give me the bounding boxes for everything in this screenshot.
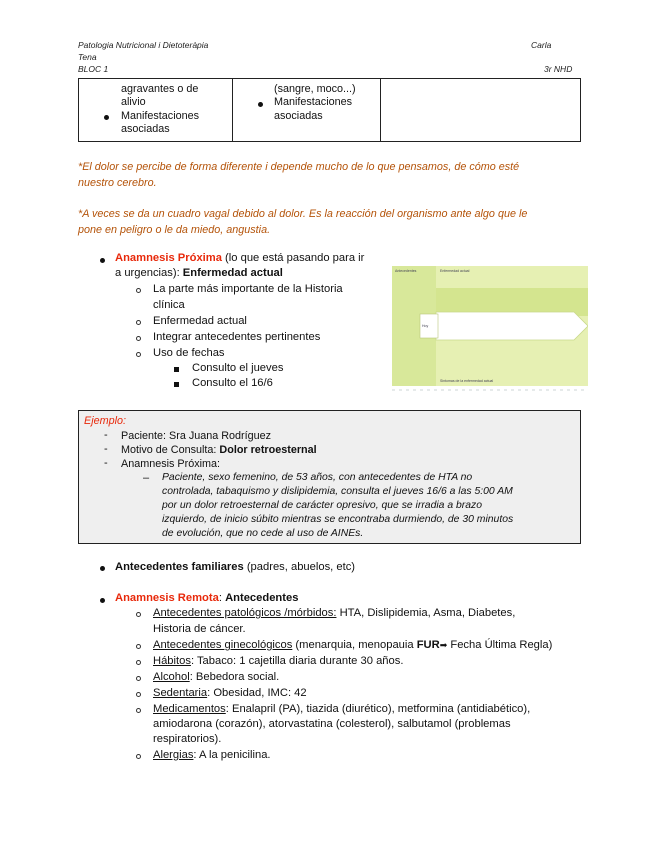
habitos-label: Hábitos <box>153 655 191 667</box>
familiares-bold: Antecedentes familiares <box>115 561 244 573</box>
proxima-title: Anamnesis Próxima <box>115 252 222 264</box>
bullet-icon <box>104 115 109 120</box>
alergias-text: : A la penicilina. <box>193 749 271 761</box>
medic-cont-2: respiratorios). <box>153 733 222 745</box>
proxima-item-3: Integrar antecedentes pertinentes <box>153 331 321 343</box>
gine-rest: Fecha Última Regla) <box>447 639 553 651</box>
table-c1-line2: alivio <box>121 96 146 108</box>
proxima-item-2: Enfermedad actual <box>153 315 247 327</box>
table-c2-line1: (sangre, moco...) <box>274 83 356 95</box>
proxima-item-1: La parte más importante de la Historia <box>153 283 343 295</box>
medic-cont-1: amiodarona (corazón), atorvastatina (colesterol), salbutamol (problemas <box>153 718 511 730</box>
familiares-rest: (padres, abuelos, etc) <box>243 561 356 573</box>
example-line-4: izquierdo, de inicio súbito mientras se encontraba durmiendo, de 30 minutos <box>162 514 514 525</box>
remota-title-line <box>115 591 298 606</box>
example-line-5: de evolución, que no cede al uso de AINEs. <box>162 528 364 539</box>
header-grade: 3r NHD <box>544 64 573 74</box>
example-label: Ejemplo: <box>84 415 127 427</box>
proxima-line2 <box>115 266 283 281</box>
remota-title: Anamnesis Remota <box>115 592 219 604</box>
example-motive-bold: Dolor retroesternal <box>219 444 317 456</box>
proxima-subitem-2: Consulto el 16/6 <box>192 377 273 389</box>
circle-bullet-icon <box>136 612 141 617</box>
dash-bullet: - <box>104 457 108 469</box>
dash-bullet: – <box>143 472 150 484</box>
example-patient: Paciente: Sra Juana Rodríguez <box>121 430 272 442</box>
circle-bullet-icon <box>136 352 141 357</box>
remota-gine <box>153 638 552 653</box>
medic-text: : Enalapril (PA), tiazida (diurético), metformina (antidiabético), <box>225 703 531 715</box>
circle-bullet-icon <box>136 320 141 325</box>
bullet-icon <box>100 258 105 263</box>
bullet-icon <box>100 598 105 603</box>
gine-fur: FUR <box>416 639 440 651</box>
circle-bullet-icon <box>136 708 141 713</box>
proxima-line1 <box>115 251 364 266</box>
example-motive <box>121 443 317 458</box>
proxima-desc2: a urgencias): <box>115 267 183 279</box>
example-line-1: Paciente, sexo femenino, de 53 años, con antecedentes de HTA no <box>162 472 473 483</box>
dash-bullet: - <box>104 443 108 455</box>
sedentaria-label: Sedentaria <box>153 687 208 699</box>
alcohol-text: : Bebedora social. <box>189 671 280 683</box>
alergias-label: Alergias <box>153 749 194 761</box>
square-bullet-icon <box>174 367 179 372</box>
gine-text: (menarquia, menopauia <box>292 639 417 651</box>
timeline-label-middle: Hoy <box>422 324 429 328</box>
circle-bullet-icon <box>136 644 141 649</box>
sedentaria-text: : Obesidad, IMC: 42 <box>207 687 307 699</box>
timeline-arrow <box>436 312 588 340</box>
proxima-item-4: Uso de fechas <box>153 347 225 359</box>
remota-patologicos <box>153 606 515 621</box>
table-cell-3 <box>381 79 581 142</box>
patologicos-text: HTA, Dislipidemia, Asma, Diabetes, <box>336 607 516 619</box>
familiares-line <box>115 560 355 575</box>
proxima-subitem-1: Consulto el jueves <box>192 362 284 374</box>
note1-line1: *El dolor se percibe de forma diferente i depende mucho de lo que pensamos, de cómo esté <box>78 161 520 173</box>
table-c1-item-cont: asociadas <box>121 123 170 135</box>
alcohol-label: Alcohol <box>153 671 190 683</box>
circle-bullet-icon <box>136 676 141 681</box>
circle-bullet-icon <box>136 288 141 293</box>
medic-label: Medicamentos <box>153 703 226 715</box>
remota-alergias <box>153 748 271 763</box>
example-anamnesis: Anamnesis Próxima: <box>121 458 221 470</box>
gine-label: Antecedentes ginecológicos <box>153 639 293 651</box>
remota-habitos <box>153 654 403 669</box>
table-c1-item: Manifestaciones <box>121 110 200 122</box>
table-c1-line1: agravantes o de <box>121 83 199 95</box>
circle-bullet-icon <box>136 660 141 665</box>
header-author-line2: Tena <box>78 52 97 62</box>
timeline-diagram <box>392 266 588 392</box>
remota-sedentaria <box>153 686 307 701</box>
timeline-label-bottom: Sintomas de la enfermedad actual <box>440 379 494 383</box>
header-author-line1: Carla <box>531 40 552 50</box>
table-c2-item: Manifestaciones <box>274 96 353 108</box>
timeline-label-top-left: Antecedentes <box>395 269 417 273</box>
remota-bold: Antecedentes <box>225 592 299 604</box>
header-bloc: BLOC 1 <box>78 64 109 74</box>
note2-line2: pone en peligro o le da miedo, angustia. <box>78 224 271 236</box>
header-course: Patologia Nutricional i Dietoteràpia <box>78 40 209 50</box>
example-line-3: por un dolor retroesternal de carácter opresivo, que se irradia a brazo <box>162 500 482 511</box>
dash-bullet: - <box>104 429 108 441</box>
patologicos-label: Antecedentes patológicos /mórbidos: <box>153 607 337 619</box>
proxima-item-1-cont: clínica <box>153 299 185 311</box>
example-motive-pre: Motivo de Consulta: <box>121 444 220 456</box>
timeline-label-top-right: Enfermedad actual <box>440 269 470 273</box>
note1-line2: nuestro cerebro. <box>78 177 157 189</box>
remota-medic <box>153 702 530 717</box>
proxima-bold: Enfermedad actual <box>182 267 283 279</box>
square-bullet-icon <box>174 382 179 387</box>
circle-bullet-icon <box>136 336 141 341</box>
proxima-desc: (lo que está pasando para ir <box>221 252 365 264</box>
remota-alcohol <box>153 670 279 685</box>
arrow-right-icon: ➡ <box>439 640 448 650</box>
circle-bullet-icon <box>136 754 141 759</box>
circle-bullet-icon <box>136 692 141 697</box>
table-c2-item-cont: asociadas <box>274 110 323 122</box>
example-line-2: controlada, tabaquismo y dislipidemia, consulta el jueves 16/6 a las 5:00 AM <box>162 486 513 497</box>
bullet-icon <box>100 566 105 571</box>
bullet-icon <box>258 102 263 107</box>
habitos-text: : Tabaco: 1 cajetilla diaria durante 30 años. <box>190 655 404 667</box>
note2-line1: *A veces se da un cuadro vagal debido al dolor. Es la reacción del organismo ante algo que le <box>78 208 528 220</box>
patologicos-cont: Historia de cáncer. <box>153 623 246 635</box>
remota-colon: : <box>218 592 226 604</box>
